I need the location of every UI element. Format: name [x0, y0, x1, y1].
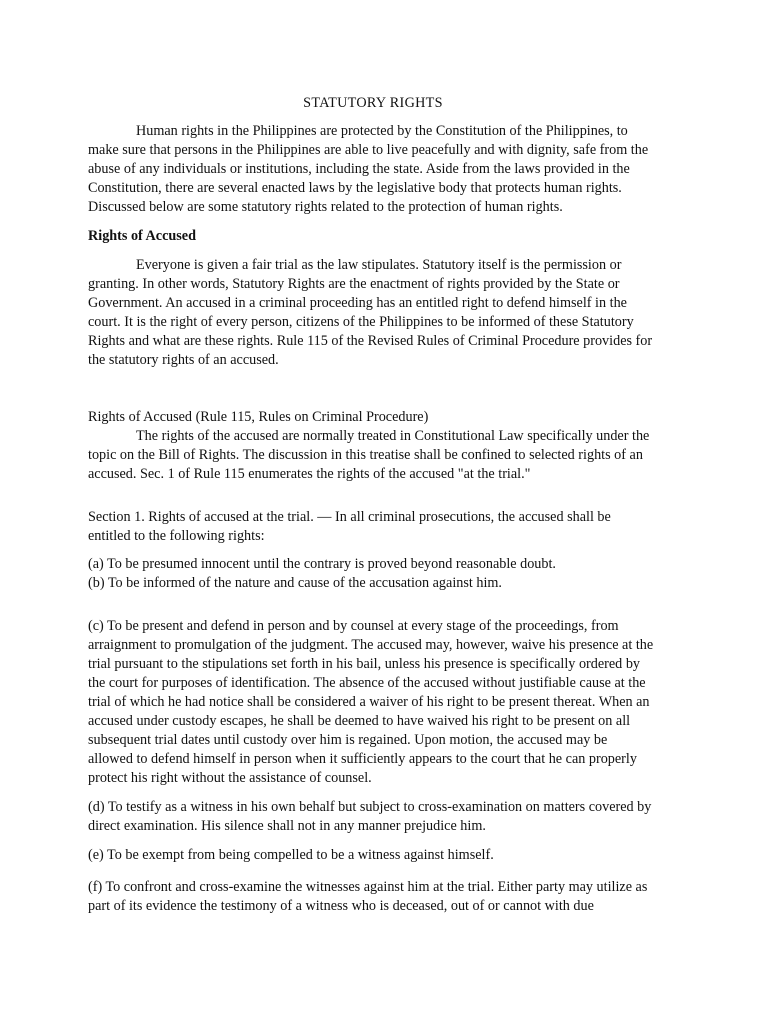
list-item-b: (b) To be informed of the nature and cause of the accusation against him.	[88, 575, 502, 591]
list-item-f: (f) To confront and cross-examine the witnesses against him at the trial. Either party may utilize as part of its evidence the testimony of a witness who is deceased, out of or cannot with due	[88, 879, 648, 914]
section-heading-rights-of-accused: Rights of Accused	[88, 228, 196, 244]
spacer	[88, 593, 654, 617]
intro-paragraph: Human rights in the Philippines are protected by the Constitution of the Philippines, to make sure that persons in the Philippines are able to live peacefully and with dignity, safe from the abuse of any individuals or institutions, including the state. Aside from the laws provided in the Constitution, there are several enacted laws by the legislative body that protects human rights. Discussed below are some statutory rights related to the protection of human rights.	[88, 123, 649, 215]
list-item-c: (c) To be present and defend in person and by counsel at every stage of the proceedings, from arraignment to promulgation of the judgment. The accused may, however, waive his presence at the trial pursuant to the stipulations set forth in his bail, unless his presence is specifically ordered by the court for purposes of identification. The absence of the accused without justifiable cause at the trial of which he had notice shall be considered a waiver of his right to be present thereat. When an accused under custody escapes, he shall be deemed to have waived his right to be present on all subsequent trial dates until custody over him is regained. Upon motion, the accused may be allowed to defend himself in person when it sufficiently appears to the court that he can properly protect his right without the assistance of counsel.	[88, 618, 654, 786]
list-item-d: (d) To testify as a witness in his own behalf but subject to cross-examination on matters covered by direct examination. His silence shall not in any manner prejudice him.	[88, 799, 652, 834]
rule-115-paragraph: The rights of the accused are normally treated in Constitutional Law specifically under the topic on the Bill of Rights. The discussion in this treatise shall be confined to selected rights of an accused. Sec. 1 of Rule 115 enumerates the rights of the accused "at the trial."	[88, 428, 650, 482]
rule-115-heading: Rights of Accused (Rule 115, Rules on Criminal Procedure)	[88, 409, 429, 425]
section-1-paragraph: Section 1. Rights of accused at the trial. — In all criminal prosecutions, the accused shall be entitled to the following rights:	[88, 509, 611, 544]
spacer	[88, 546, 654, 555]
document-title: STATUTORY RIGHTS	[303, 95, 443, 111]
spacer	[88, 836, 654, 846]
spacer	[88, 370, 654, 408]
document-page	[88, 94, 654, 916]
list-item-a: (a) To be presumed innocent until the contrary is proved beyond reasonable doubt.	[88, 556, 556, 572]
accused-paragraph: Everyone is given a fair trial as the law stipulates. Statutory itself is the permission or granting. In other words, Statutory Rights are the enactment of rights provided by the State or Government. An accused in a criminal proceeding has an entitled right to defend himself in the court. It is the right of every person, citizens of the Philippines to be informed of these Statutory Rights and what are these rights. Rule 115 of the Revised Rules of Criminal Procedure provides for the statutory rights of an accused.	[88, 257, 653, 368]
spacer	[88, 865, 654, 878]
spacer	[88, 246, 654, 256]
list-item-e: (e) To be exempt from being compelled to be a witness against himself.	[88, 847, 494, 863]
spacer	[88, 788, 654, 798]
spacer	[88, 484, 654, 508]
spacer	[88, 217, 654, 227]
